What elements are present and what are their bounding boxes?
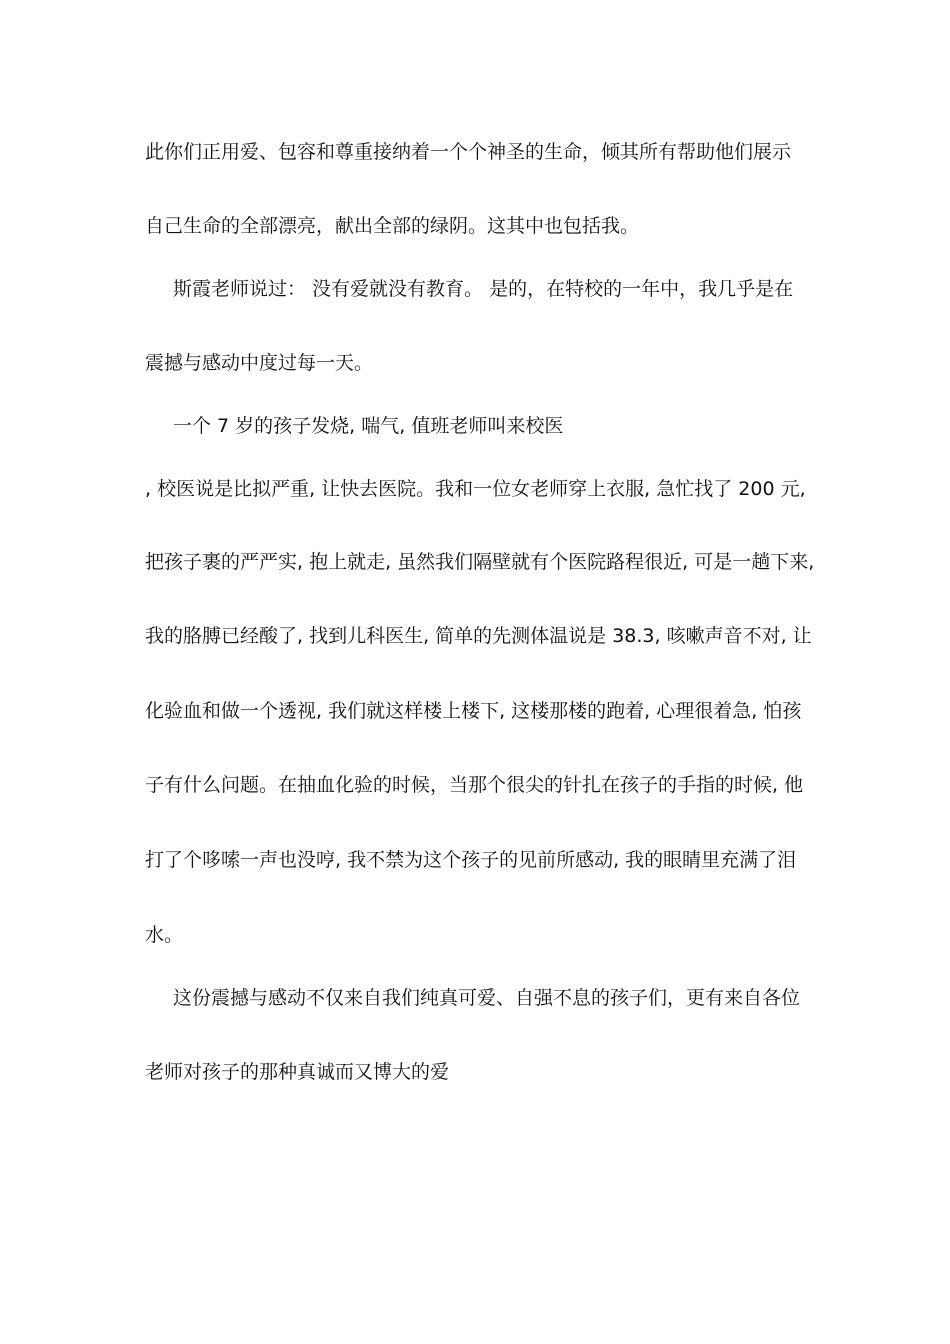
paragraph-line-1: 此你们正用爱、包容和尊重接纳着一个个神圣的生命，倾其所有帮助他们展示 [145, 141, 792, 163]
paragraph-line-2: 自己生命的全部漂亮，献出全部的绿阴。这其中也包括我。 [145, 215, 640, 237]
paragraph-line-14: 老师对孩子的那种真诚而又博大的爱 [145, 1061, 450, 1083]
paragraph-line-11: 打了个哆嗦一声也没哼, 我不禁为这个孩子的见前所感动, 我的眼睛里充满了泪 [145, 849, 797, 871]
paragraph-line-13: 这份震撼与感动不仅来自我们纯真可爱、自强不息的孩子们，更有来自各位 [173, 987, 801, 1009]
paragraph-line-12: 水。 [145, 924, 184, 946]
paragraph-line-7: 把孩子裹的严严实, 抱上就走, 虽然我们隔壁就有个医院路程很近, 可是一趟下来, [145, 551, 815, 573]
paragraph-line-5: 一个 7 岁的孩子发烧, 喘气, 值班老师叫来校医 [173, 415, 564, 437]
paragraph-line-9: 化验血和做一个透视, 我们就这样楼上楼下, 这楼那楼的跑着, 心理很着急, 怕孩 [145, 700, 802, 722]
paragraph-line-4: 震撼与感动中度过每一天。 [145, 352, 374, 374]
paragraph-line-3: 斯霞老师说过： 没有爱就没有教育。 是的，在特校的一年中，我几乎是在 [173, 278, 794, 300]
paragraph-line-10: 子有什么问题。在抽血化验的时候，当那个很尖的针扎在孩子的手指的时候, 他 [145, 774, 804, 796]
paragraph-line-8: 我的胳膊已经酸了, 找到儿科医生, 简单的先测体温说是 38.3, 咳嗽声音不对, 让 [145, 625, 812, 647]
paragraph-line-6: , 校医说是比拟严重, 让快去医院。我和一位女老师穿上衣服, 急忙找了 200 元, [145, 478, 806, 500]
